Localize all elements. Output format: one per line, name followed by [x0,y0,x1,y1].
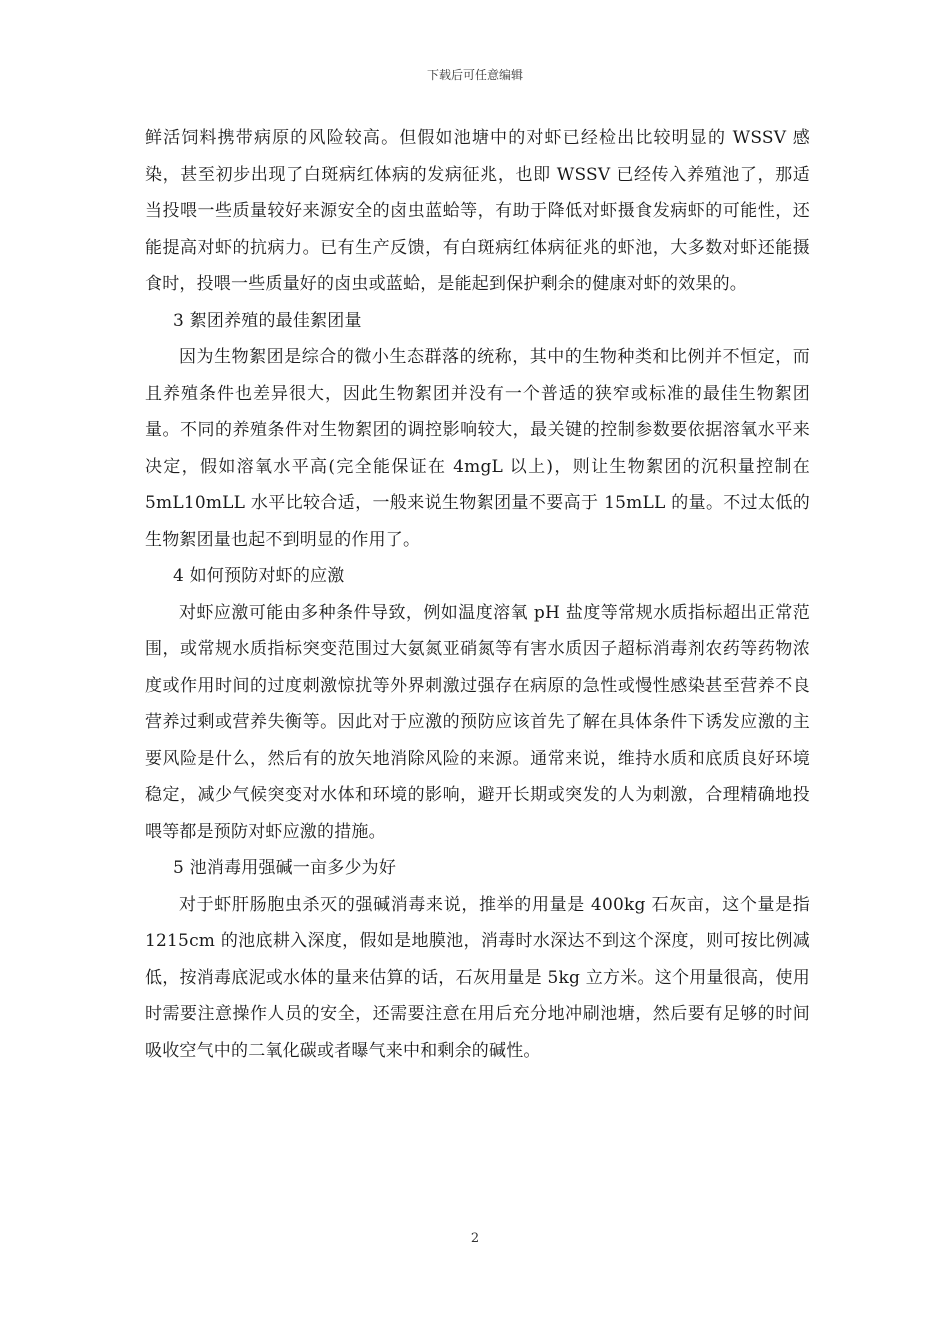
paragraph-continuation: 鲜活饲料携带病原的风险较高。但假如池塘中的对虾已经检出比较明显的 WSSV 感染，甚至初步出现了白斑病红体病的发病征兆，也即 WSSV 已经传入养殖池了，那适当投喂一些质量较好来源安全的卤虫蓝蛤等，有助于降低对虾摄食发病虾的可能性，还能提高对虾的抗病力。已有生产反馈，有白斑病红体病征兆的虾池，大多数对虾还能摄食时，投喂一些质量好的卤虫或蓝蛤，是能起到保护剩余的健康对虾的效果的。 [145,128,810,294]
paragraph-floc-amount: 因为生物絮团是综合的微小生态群落的统称，其中的生物种类和比例并不恒定，而且养殖条件也差异很大，因此生物絮团并没有一个普适的狭窄或标准的最佳生物絮团量。不同的养殖条件对生物絮团的调控影响较大，最关键的控制参数要依据溶氧水平来决定，假如溶氧水平高(完全能保证在 4mgL 以上)，则让生物絮团的沉积量控制在 5mL10mLL 水平比较合适，一般来说生物絮团量不要高于 15mLL 的量。不过太低的生物絮团量也起不到明显的作用了。 [145,347,810,550]
paragraph-alkali-disinfection: 对于虾肝肠胞虫杀灭的强碱消毒来说，推举的用量是 400kg 石灰亩，这个量是指 1215cm 的池底耕入深度，假如是地膜池，消毒时水深达不到这个深度，则可按比例减低，按消毒底泥或水体的量来估算的话，石灰用量是 5kg 立方米。这个用量很高，使用时需要注意操作人员的安全，还需要注意在用后充分地冲刷池塘，然后要有足够的时间吸收空气中的二氧化碳或者曝气来中和剩余的碱性。 [145,894,810,1061]
section-heading-4: 4 如何预防对虾的应激 [173,566,345,586]
section-heading-3: 3 絮团养殖的最佳絮团量 [173,310,362,331]
document-body [145,120,810,1069]
paragraph-stress-prevention: 对虾应激可能由多种条件导致，例如温度溶氧 pH 盐度等常规水质指标超出正常范围，或常规水质指标突变范围过大氨氮亚硝氮等有害水质因子超标消毒剂农药等药物浓度或作用时间的过度刺激惊扰等外界刺激过强存在病原的急性或慢性感染甚至营养不良营养过剩或营养失衡等。因此对于应激的预防应该首先了解在具体条件下诱发应激的主要风险是什么，然后有的放矢地消除风险的来源。通常来说，维持水质和底质良好环境稳定，减少气候突变对水体和环境的影响，避开长期或突发的人为刺激，合理精确地投喂等都是预防对虾应激的措施。 [145,602,810,842]
page-number: 2 [470,1231,480,1246]
section-heading-5: 5 池消毒用强碱一亩多少为好 [173,858,397,878]
page-header: 下载后可任意编辑 [426,68,523,82]
